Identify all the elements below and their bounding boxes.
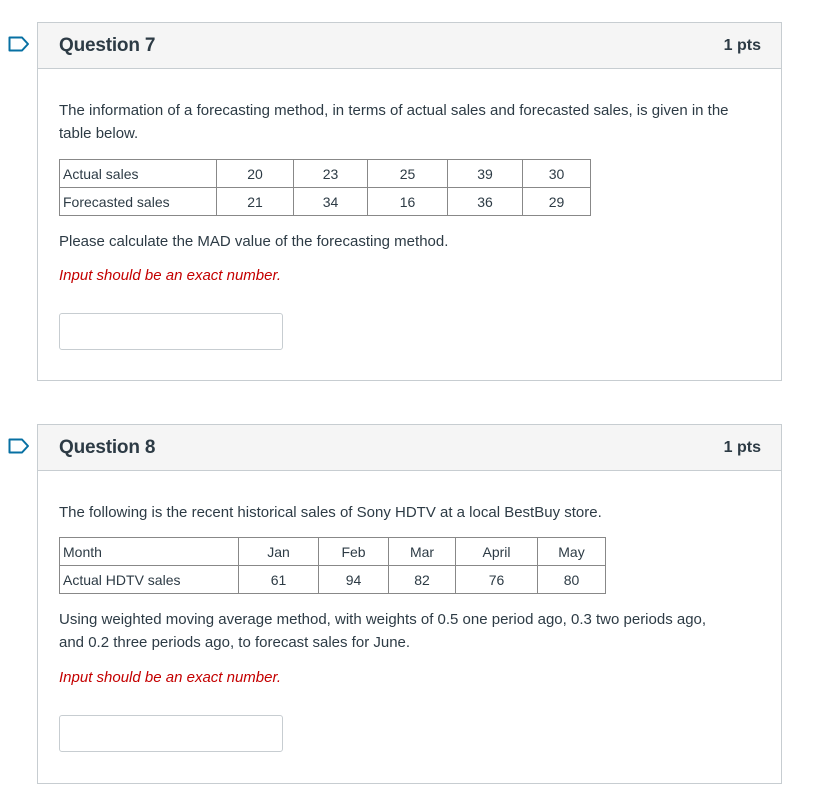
table-header-cell: Mar (389, 538, 456, 566)
question-7 (37, 22, 782, 381)
input-hint: Input should be an exact number. (59, 669, 282, 686)
table-row (60, 188, 591, 216)
table-cell: 39 (448, 160, 523, 188)
table-cell: 21 (217, 188, 294, 216)
table-cell: 34 (294, 188, 368, 216)
row-label: Forecasted sales (60, 188, 217, 216)
table-header-cell: Jan (239, 538, 319, 566)
row-label: Month (60, 538, 239, 566)
table-cell: 20 (217, 160, 294, 188)
answer-input[interactable] (59, 313, 283, 350)
prompt-line-1: Using weighted moving average method, with weights of 0.5 one period ago, 0.3 two periods ago, (59, 611, 707, 628)
answer-input[interactable] (59, 715, 283, 752)
table-row (60, 160, 591, 188)
table-cell: 36 (448, 188, 523, 216)
question-points: 1 pts (723, 438, 761, 456)
table-header-cell: Feb (319, 538, 389, 566)
table-cell: 76 (456, 566, 538, 594)
question-intro (59, 99, 729, 145)
flag-question-icon[interactable] (8, 36, 30, 52)
hdtv-sales-table (59, 537, 606, 594)
table-header-cell: April (456, 538, 538, 566)
sales-table (59, 159, 591, 216)
table-cell: 30 (523, 160, 591, 188)
row-label: Actual HDTV sales (60, 566, 239, 594)
table-cell: 80 (538, 566, 606, 594)
table-cell: 23 (294, 160, 368, 188)
table-cell: 82 (389, 566, 456, 594)
question-prompt (59, 608, 706, 654)
table-cell: 16 (368, 188, 448, 216)
intro-line-1: The information of a forecasting method, in terms of actual sales and forecasted sales, is given in the (59, 102, 729, 119)
intro-line-2: table below. (59, 125, 139, 142)
table-header-cell: May (538, 538, 606, 566)
question-title: Question 7 (59, 34, 156, 56)
question-8 (37, 424, 782, 784)
table-cell: 61 (239, 566, 319, 594)
table-cell: 25 (368, 160, 448, 188)
flag-question-icon[interactable] (8, 438, 30, 454)
table-cell: 94 (319, 566, 389, 594)
table-cell: 29 (523, 188, 591, 216)
question-header (38, 23, 781, 69)
input-hint: Input should be an exact number. (59, 267, 282, 284)
table-row (60, 566, 606, 594)
question-prompt: Please calculate the MAD value of the forecasting method. (59, 233, 449, 250)
row-label: Actual sales (60, 160, 217, 188)
prompt-line-2: and 0.2 three periods ago, to forecast sales for June. (59, 634, 411, 651)
question-header (38, 425, 781, 471)
question-title: Question 8 (59, 436, 156, 458)
table-row (60, 538, 606, 566)
question-points: 1 pts (723, 36, 761, 54)
question-intro: The following is the recent historical sales of Sony HDTV at a local BestBuy store. (59, 504, 602, 521)
